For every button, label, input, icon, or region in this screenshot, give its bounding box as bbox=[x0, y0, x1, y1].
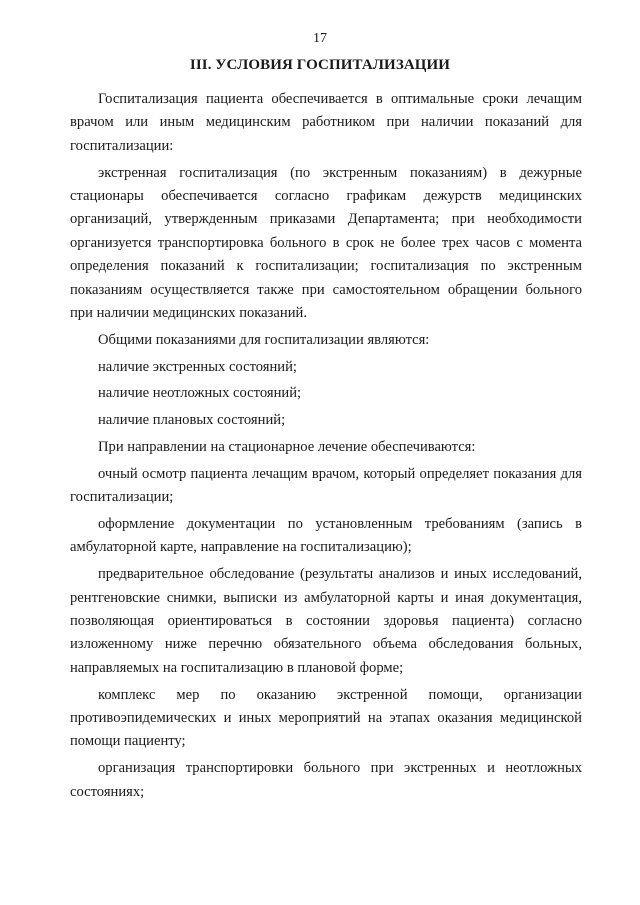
paragraph: экстренная госпитализация (по экстренным показаниям) в дежурные стационары обеспечивается согласно графикам дежурств медицинских организаций, утвержденным приказами Департамента; при необходимости организуется транспортировка больного в срок не более трех часов с момента определения показаний к госпитализации; госпитализация по экстренным показаниям осуществляется также при самостоятельном обращении больного при наличии медицинских показаний. bbox=[70, 164, 582, 322]
paragraph: Госпитализация пациента обеспечивается в оптимальные сроки лечащим врачом или иным медицинским работником при наличии показаний для госпитализации: bbox=[70, 91, 582, 154]
page-number: 17 bbox=[313, 31, 327, 46]
paragraph: Общими показаниями для госпитализации являются: bbox=[98, 331, 430, 348]
section-title: III. УСЛОВИЯ ГОСПИТАЛИЗАЦИИ bbox=[189, 57, 451, 73]
list-item: наличие экстренных состояний; bbox=[98, 358, 297, 375]
paragraph: При направлении на стационарное лечение обеспечиваются: bbox=[98, 439, 476, 456]
list-item: предварительное обследование (результаты анализов и иных исследований, рентгеновские снимки, выписки из амбулаторной карты и иная документация, позволяющая ориентироваться в состоянии здоровья пациента) согласно изложенному ниже перечню обязательного объема обследования больных, направляемых на госпитализацию в плановой форме; bbox=[70, 566, 582, 676]
list-item: оформление документации по установленным требованиям (запись в амбулаторной карте, направление на госпитализацию); bbox=[70, 516, 582, 556]
list-item: организация транспортировки больного при экстренных и неотложных состояниях; bbox=[70, 760, 582, 800]
list-item: комплекс мер по оказанию экстренной помощи, организации противоэпидемических и иных мероприятий на этапах оказания медицинской помощи пациенту; bbox=[70, 686, 582, 750]
body-text bbox=[70, 88, 582, 807]
list-item: наличие плановых состояний; bbox=[98, 412, 286, 429]
list-item: очный осмотр пациента лечащим врачом, который определяет показания для госпитализации; bbox=[70, 465, 582, 506]
list-item: наличие неотложных состояний; bbox=[98, 385, 302, 402]
